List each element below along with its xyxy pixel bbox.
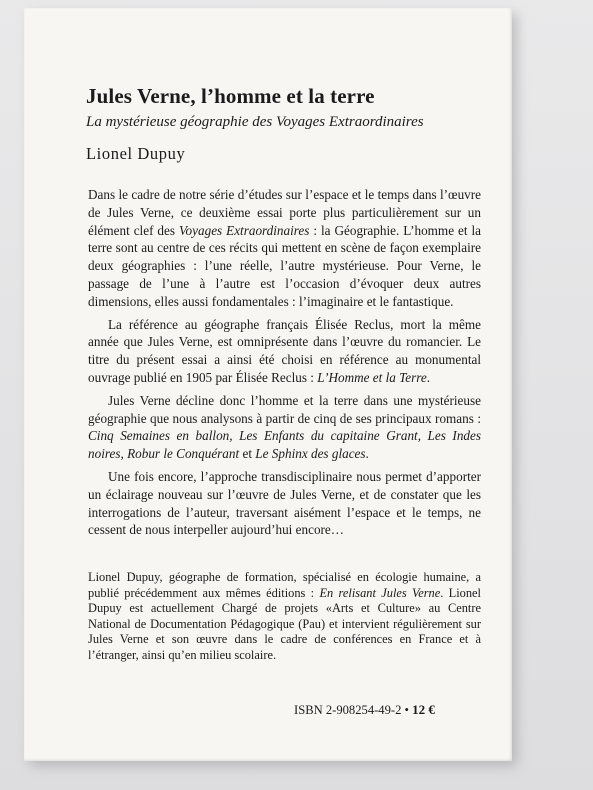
book-title: Jules Verne, l’homme et la terre	[86, 84, 375, 108]
blurb-paragraph-4: Une fois encore, l’approche transdisciplinaire nous permet d’apporter un éclairage nouveau sur l’œuvre de Jules Verne, et de constater que les interrogations de l’auteur, traversant aisément l’espace et le temps, ne cessent de nous interpeller aujourd’hui encore…	[88, 468, 481, 538]
isbn: ISBN 2-908254-49-2	[294, 703, 402, 717]
blurb-paragraph-2: La référence au géographe français Élisée Reclus, mort la même année que Jules Verne, est omniprésente dans l’œuvre du romancier. Le titre du présent essai a ainsi été choisi en référence au monumental ouvrage publié en 1905 par Élisée Reclus : L’Homme et la Terre.	[88, 316, 481, 385]
book-back-cover	[24, 8, 512, 761]
blurb-paragraph-1: Dans le cadre de notre série d’études sur l’espace et le temps dans l’œuvre de Jules Verne, ce deuxième essai porte plus particulièrement sur un élément clef des Voyages Extraordinaires : la Géographie. L’homme et la terre sont au centre de ces récits qui mettent en scène de façon exemplaire deux géographies : l’une réelle, l’autre mystérieuse. Pour Verne, le passage de l’une à l’autre est l’occasion d’évoquer deux autres dimensions, elles aussi fondamentales : l’imaginaire et le fantastique.	[88, 187, 481, 309]
author-bio: Lionel Dupuy, géographe de formation, spécialisé en écologie humaine, a publié précédemment aux mêmes éditions : En relisant Jules Verne. Lionel Dupuy est actuellement Chargé de projets «Arts et Culture» au Centre National de Documentation Pédagogique (Pau) et intervient régulièrement sur Jules Verne et son œuvre dans le cadre de conférences en France et à l’étranger, ainsi qu’en milieu scolaire.	[88, 570, 481, 662]
price: 12 €	[412, 702, 435, 717]
book-author: Lionel Dupuy	[86, 144, 186, 163]
separator-dot: •	[401, 703, 413, 717]
blurb	[88, 186, 481, 544]
book-subtitle: La mystérieuse géographie des Voyages Extraordinaires	[86, 114, 424, 130]
isbn-price-line	[294, 702, 435, 718]
blurb-paragraph-3: Jules Verne décline donc l’homme et la terre dans une mystérieuse géographie que nous analysons à partir de cinq de ses principaux romans : Cinq Semaines en ballon, Les Enfants du capitaine Grant, Les Indes noires, Robur le Conquérant et Le Sphinx des glaces.	[88, 392, 481, 462]
